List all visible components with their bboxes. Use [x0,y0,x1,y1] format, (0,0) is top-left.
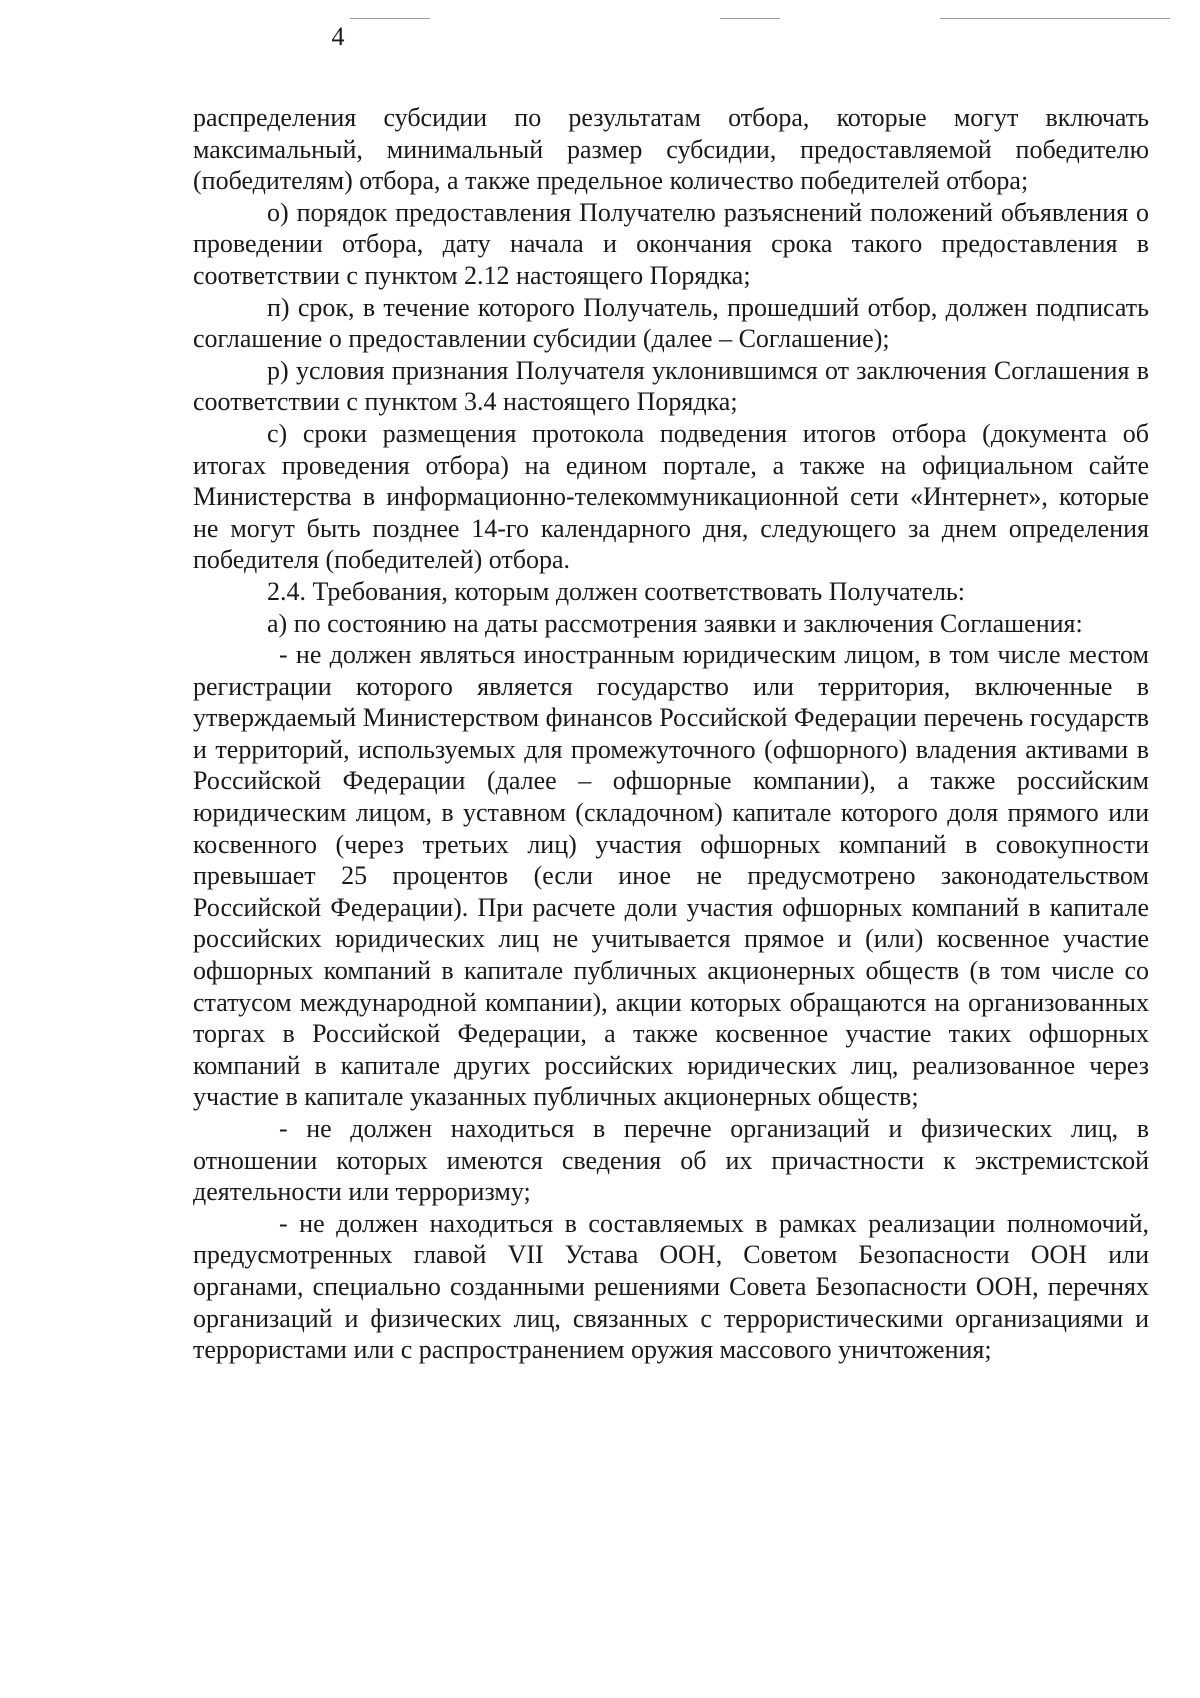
paragraph-item-o: о) порядок предоставления Получателю разъяснений положений объявления о проведении отбора, дату начала и окончания срока такого предоставления в соответствии с пунктом 2.12 настоящего Порядка; [193,197,1149,290]
page-number [0,22,1200,52]
paragraph-section-2-4: 2.4. Требования, которым должен соответствовать Получатель: [267,576,966,606]
paragraph-continuation: распределения субсидии по результатам отбора, которые могут включать максимальный, минимальный размер субсидии, предоставляемой победителю (победителям) отбора, а также предельное количество победителей отбора; [193,103,1149,196]
page-number-text: 4 [331,22,345,51]
paragraph-item-r: р) условия признания Получателя уклонившимся от заключения Соглашения в соответствии с пунктом 3.4 настоящего Порядка; [193,355,1149,417]
scan-mark-top-1 [350,18,430,19]
paragraph-item-p: п) срок, в течение которого Получатель, прошедший отбор, должен подписать соглашение о предоставлении субсидии (далее – Соглашение); [193,292,1149,354]
paragraph-requirement-un-lists: - не должен находиться в составляемых в рамках реализации полномочий, предусмотренных главой VII Устава ООН, Советом Безопасности ООН или органами, специально созданными решениями Совета Безопасности ООН, перечнях организаций и физических лиц, связанных с террористическими организациями и террористами или с распространением оружия массового уничтожения; [193,1208,1149,1365]
scan-mark-top-2 [720,18,780,19]
paragraph-requirement-extremism: - не должен находиться в перечне организаций и физических лиц, в отношении которых имеются сведения об их причастности к экстремистской деятельности или терроризму; [193,1114,1149,1207]
paragraph-item-s: с) сроки размещения протокола подведения итогов отбора (документа об итогах проведения отбора) на едином портале, а также на официальном сайте Министерства в информационно-телекоммуникационной сети «Интернет», которые не могут быть позднее 14-го календарного дня, следующего за днем определения победителя (победителей) отбора. [193,418,1149,575]
scan-mark-top-3 [940,18,1170,19]
paragraph-item-a: а) по состоянию на даты рассмотрения заявки и заключения Соглашения: [267,608,1083,638]
document-body [193,102,1149,1366]
paragraph-requirement-offshore: - не должен являться иностранным юридическим лицом, в том числе местом регистрации которого является государство или территория, включенные в утверждаемый Министерством финансов Российской Федерации перечень государств и территорий, используемых для промежуточного (офшорного) владения активами в Российской Федерации (далее – офшорные компании), а также российским юридическим лицом, в уставном (складочном) капитале которого доля прямого или косвенного (через третьих лиц) участия офшорных компаний в совокупности превышает 25 процентов (если иное не предусмотрено законодательством Российской Федерации). При расчете доли участия офшорных компаний в капитале российских юридических лиц не учитывается прямое и (или) косвенное участие офшорных компаний в капитале публичных акционерных обществ (в том числе со статусом международной компании), акции которых обращаются на организованных торгах в Российской Федерации, а также косвенное участие таких офшорных компаний в капитале других российских юридических лиц, реализованное через участие в капитале указанных публичных акционерных обществ; [193,640,1149,1112]
